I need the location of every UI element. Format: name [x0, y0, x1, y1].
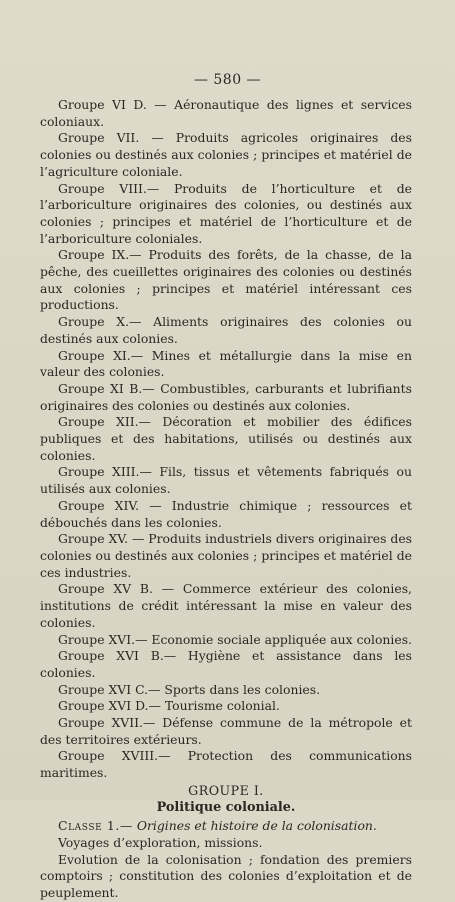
group-entry: Groupe XIII.— Fils, tissus et vêtements fabriqués ou utilisés aux colonies.: [40, 464, 412, 497]
group-entry: Groupe XVI D.— Tourisme colonial.: [58, 698, 280, 714]
page-number: — 580 —: [193, 72, 262, 88]
group-entry: Groupe VI D. — Aéronautique des lignes et services coloniaux.: [40, 97, 412, 129]
group-entry: Groupe XV. — Produits industriels divers originaires des colonies ou destinés aux colonies ; principes et matériel de ces industries.: [40, 531, 413, 580]
group-entry: Groupe VII. — Produits agricoles originaires des colonies ou destinés aux colonies ; principes et matériel de l’agriculture coloniale.: [40, 130, 412, 179]
group-entry: Groupe XV B. — Commerce extérieur des colonies, institutions de crédit intéressant la mise en valeur des colonies.: [40, 581, 412, 630]
group-entry: Groupe XI B.— Combustibles, carburants et lubrifiants originaires des colonies ou destinés aux colonies.: [40, 380, 412, 413]
group-entry: Groupe IX.— Produits des forêts, de la chasse, de la pêche, des cueillettes originaires des colonies ou destinés aux colonies ; principes et matériel intéressant ces productions.: [40, 247, 412, 313]
group-entry: Groupe XII.— Décoration et mobilier des édifices publiques et des habitations, utilisés ou destinés aux colonies.: [40, 414, 412, 463]
page-body: [40, 97, 412, 902]
group-entry: Groupe XVI C.— Sports dans les colonies.: [58, 681, 321, 697]
group-entry: Groupe VIII.— Produits de l’horticulture et de l’arboriculture originaires des colonies, ou destinés aux colonies ; principes et matériel de l’horticulture et de l’arboriculture coloniales.: [40, 180, 412, 246]
group-entry: Groupe XVI.— Economie sociale appliquée aux colonies.: [58, 631, 412, 647]
group-subtitle: Politique coloniale.: [156, 799, 296, 815]
group-entry: Groupe XVI B.— Hygiène et assistance dans les colonies.: [40, 648, 412, 680]
group-entry: Groupe XI.— Mines et métallurgie dans la mise en valeur des colonies.: [40, 347, 412, 380]
body-paragraph: Evolution de la colonisation ; fondation des premiers comptoirs ; constitution des colonies d’exploitation et de peuplement.: [40, 851, 412, 901]
group-entry: Groupe X.— Aliments originaires des colonies ou destinés aux colonies.: [40, 314, 412, 346]
group-entry: Groupe XVIII.— Protection des communications maritimes.: [40, 748, 412, 781]
classe-label: Classe 1.—: [58, 818, 133, 834]
group-entry: Groupe XVII.— Défense commune de la métropole et des territoires extérieurs.: [40, 715, 412, 747]
group-heading: GROUPE I.: [188, 782, 264, 798]
body-paragraph: Voyages d’exploration, missions.: [58, 834, 263, 850]
classe-title: Origines et histoire de la colonisation.: [136, 818, 377, 834]
group-entry: Groupe XIV. — Industrie chimique ; ressources et débouchés dans les colonies.: [40, 497, 412, 530]
classe-line: [40, 818, 412, 835]
